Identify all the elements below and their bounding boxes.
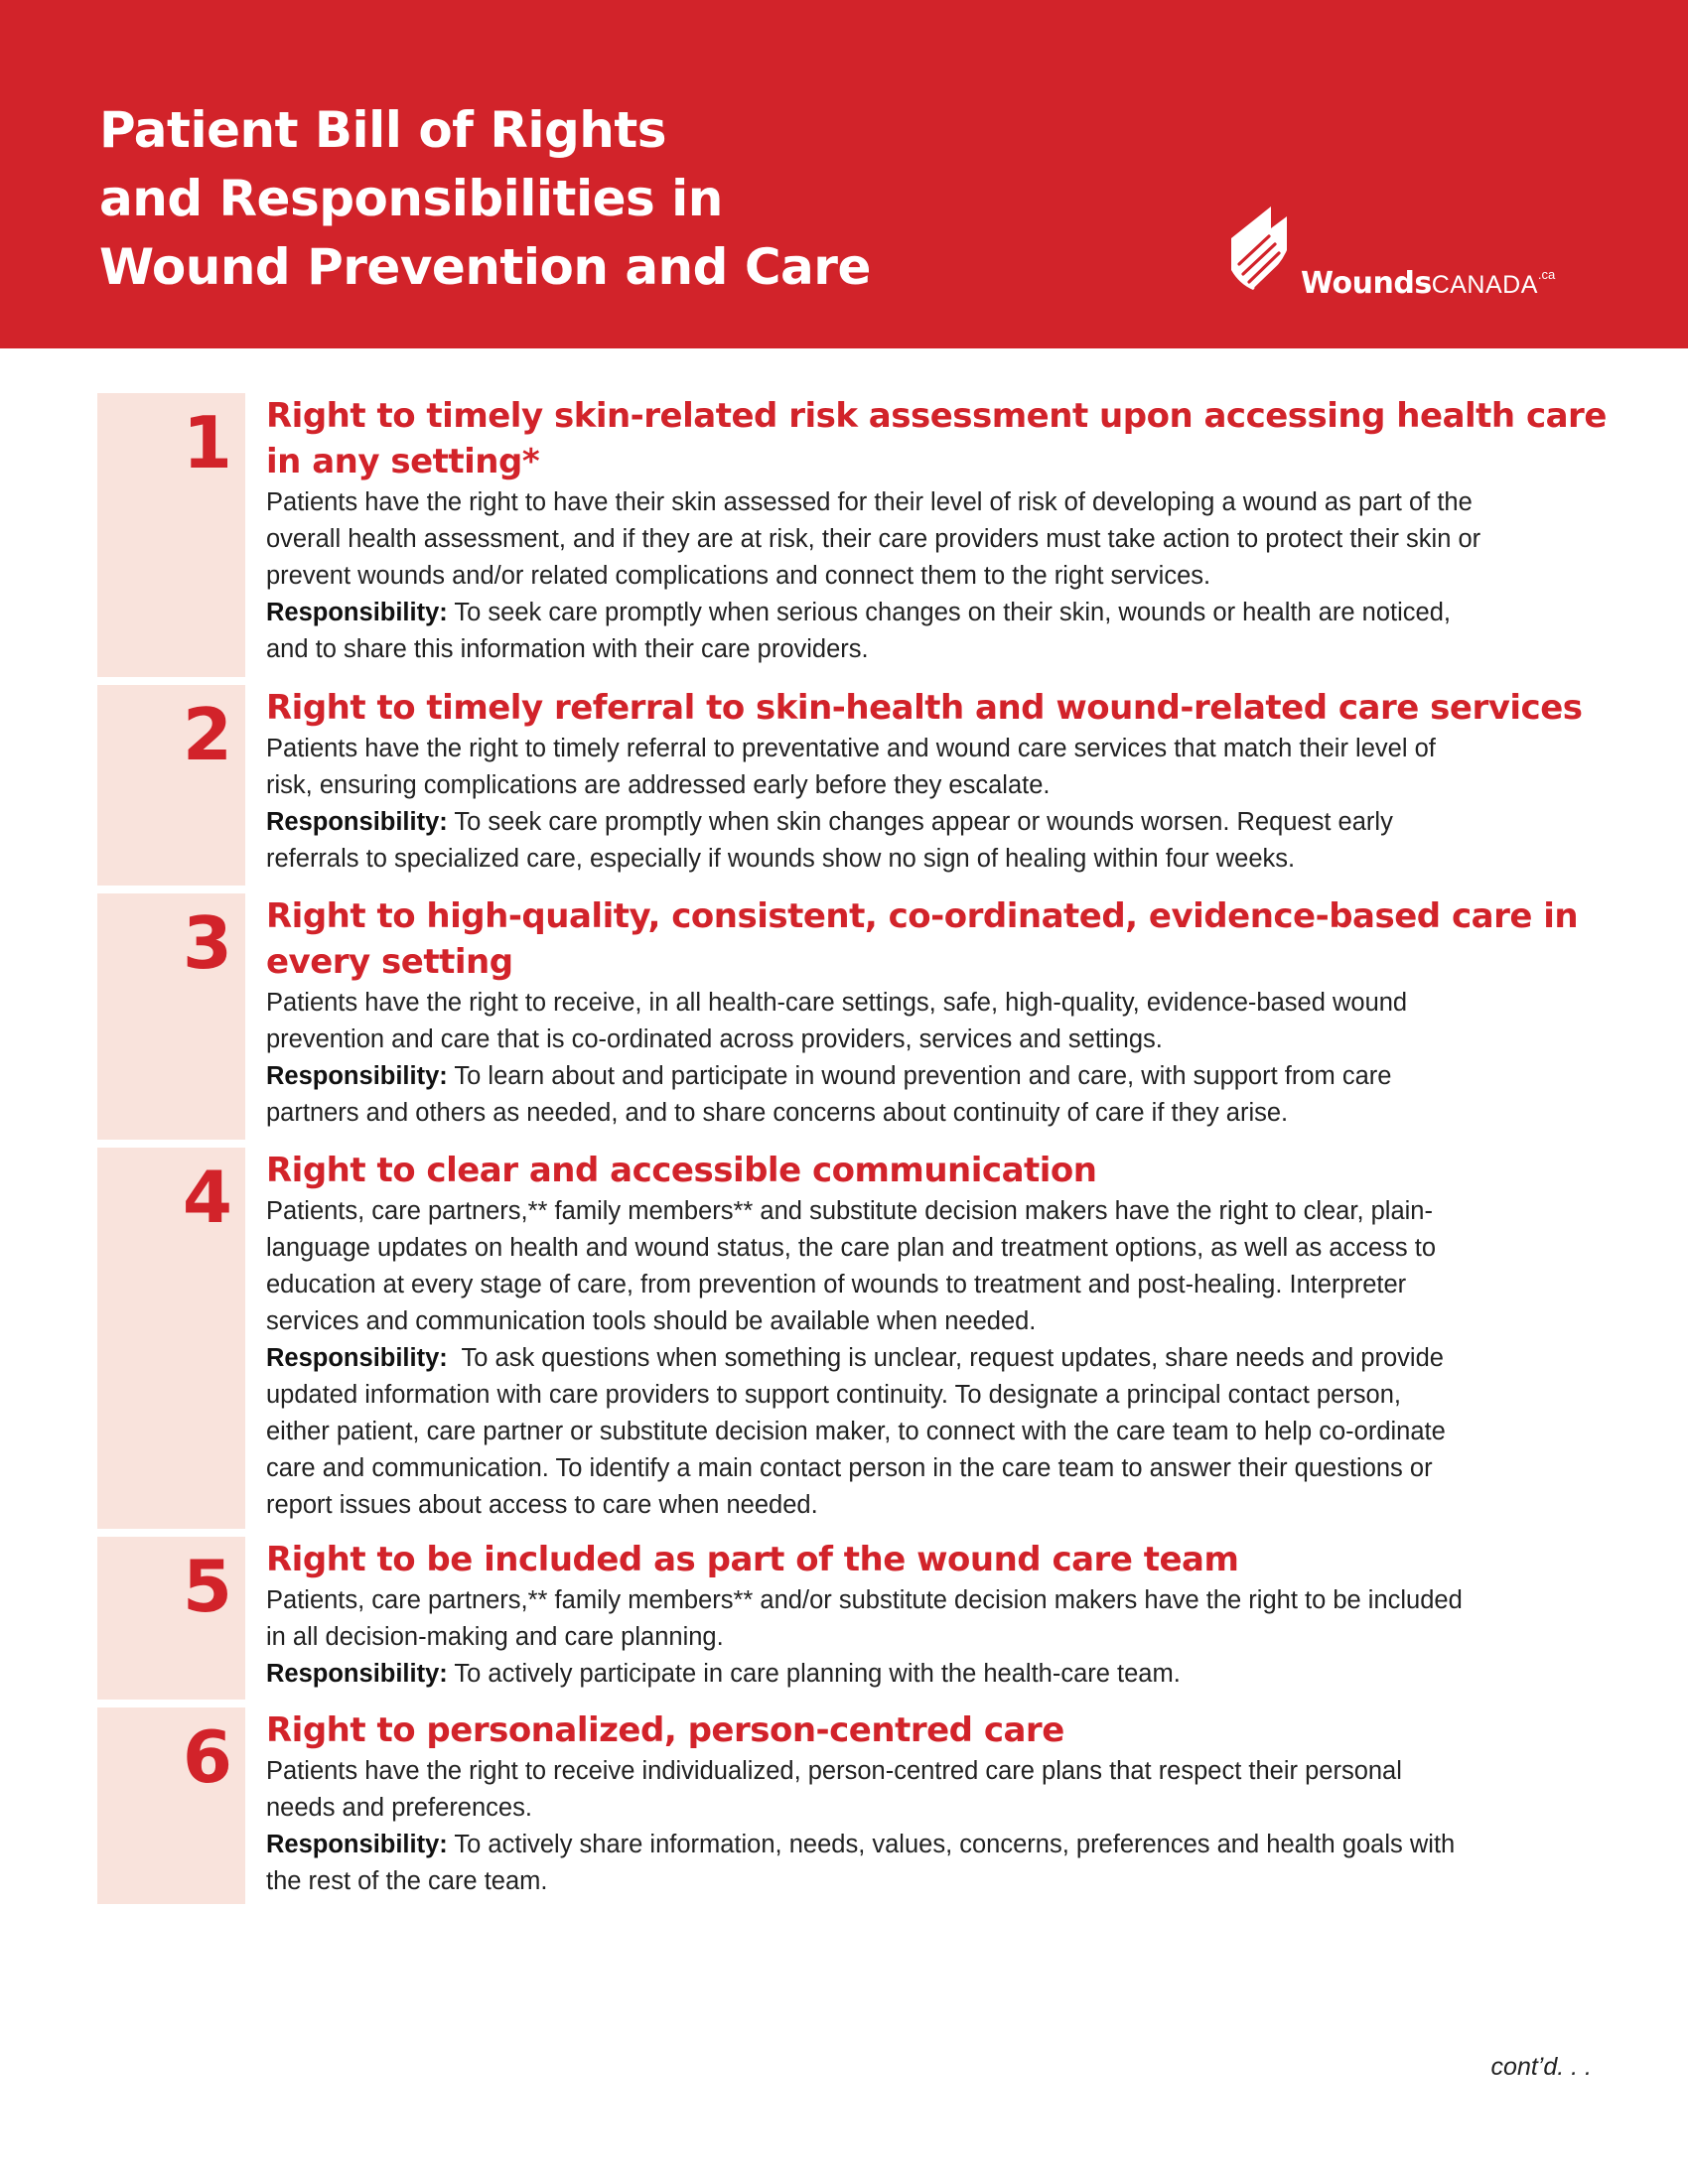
body-line: Patients, care partners,** family members** and/or substitute decision makers have the right to be included — [266, 1586, 1463, 1614]
number-column — [97, 893, 245, 1140]
right-description — [266, 1193, 1602, 1340]
right-section — [97, 893, 1597, 1140]
right-content — [266, 893, 1602, 1132]
number-column — [97, 685, 245, 886]
right-description — [266, 1582, 1602, 1656]
right-section — [97, 1537, 1597, 1700]
continued-note: cont’d. . . — [1490, 2053, 1592, 2081]
responsibility-line: To seek care promptly when skin changes appear or wounds worsen. Request early — [447, 808, 1393, 836]
right-description — [266, 731, 1602, 804]
body-line: risk, ensuring complications are addressed early before they escalate. — [266, 771, 1051, 799]
logo-wordmark-light: CANADA — [1431, 271, 1538, 299]
right-content — [266, 1707, 1602, 1900]
hand-house-logo-icon — [1227, 205, 1309, 294]
body-line: services and communication tools should be available when needed. — [266, 1307, 1037, 1335]
responsibility-line: To actively share information, needs, values, concerns, preferences and health goals with — [447, 1831, 1456, 1858]
right-content — [266, 1148, 1602, 1524]
number-column — [97, 393, 245, 677]
body-line: needs and preferences. — [266, 1794, 532, 1822]
responsibility-line: the rest of the care team. — [266, 1867, 548, 1895]
number-column — [97, 1537, 245, 1700]
body-line: language updates on health and wound status, the care plan and treatment options, as well as access to — [266, 1234, 1437, 1262]
body-line — [266, 595, 1602, 631]
body-line — [266, 804, 1602, 841]
right-description — [266, 1753, 1602, 1827]
right-description — [266, 985, 1602, 1058]
right-number: 3 — [182, 901, 232, 985]
body-line: prevent wounds and/or related complications and connect them to the right services. — [266, 562, 1211, 590]
responsibility-line: partners and others as needed, and to share concerns about continuity of care if they arise. — [266, 1099, 1289, 1127]
responsibility-line: To seek care promptly when serious changes on their skin, wounds or health are noticed, — [447, 599, 1451, 626]
right-heading-line: Right to high-quality, consistent, co-ordinated, evidence-based care in — [266, 896, 1579, 936]
right-heading-line: every setting — [266, 942, 513, 982]
responsibility-label: Responsibility: — [266, 808, 448, 836]
responsibility-line: care and communication. To identify a main contact person in the care team to answer their questions or — [266, 1454, 1433, 1482]
responsibility-line: referrals to specialized care, especially if wounds show no sign of healing within four weeks. — [266, 845, 1296, 873]
right-section — [97, 685, 1597, 886]
body-line: prevention and care that is co-ordinated across providers, services and settings. — [266, 1025, 1163, 1053]
right-heading — [266, 1537, 1602, 1582]
body-line: education at every stage of care, from prevention of wounds to treatment and post-healing. Interpreter — [266, 1271, 1407, 1298]
right-section — [97, 393, 1607, 677]
right-number: 6 — [182, 1715, 232, 1799]
right-heading-line: Right to clear and accessible communication — [266, 1151, 1097, 1190]
body-line — [266, 1656, 1602, 1693]
responsibility-label: Responsibility: — [266, 1062, 448, 1090]
right-heading — [266, 1148, 1602, 1193]
right-number: 5 — [182, 1545, 232, 1628]
responsibility-text — [266, 804, 1602, 878]
wounds-canada-logo — [1227, 205, 1593, 301]
body-line: Patients have the right to have their skin assessed for their level of risk of developing a wound as part of the — [266, 488, 1473, 516]
responsibility-text — [266, 1656, 1602, 1693]
right-number: 4 — [182, 1156, 232, 1239]
responsibility-line: To ask questions when something is unclear, request updates, share needs and provide — [447, 1344, 1444, 1372]
page-header — [0, 0, 1688, 348]
body-line: Patients have the right to timely referral to preventative and wound care services that match their level of — [266, 735, 1436, 762]
body-line — [266, 1058, 1602, 1095]
body-line — [266, 1827, 1602, 1863]
right-section — [97, 1148, 1597, 1529]
right-content — [266, 685, 1602, 878]
responsibility-line: updated information with care providers to support continuity. To designate a principal contact person, — [266, 1381, 1401, 1409]
right-heading-line: Right to personalized, person-centred care — [266, 1710, 1064, 1750]
responsibility-label: Responsibility: — [266, 1344, 448, 1372]
responsibility-label: Responsibility: — [266, 1660, 448, 1688]
body-line: in all decision-making and care planning. — [266, 1623, 724, 1651]
page-title-line: and Responsibilities in — [99, 170, 723, 227]
right-content — [266, 1537, 1602, 1693]
responsibility-text — [266, 1340, 1602, 1524]
number-column — [97, 1707, 245, 1904]
right-heading — [266, 393, 1607, 484]
right-heading-line: Right to be included as part of the wound care team — [266, 1540, 1239, 1579]
responsibility-text — [266, 1058, 1602, 1132]
responsibility-line: and to share this information with their care providers. — [266, 635, 869, 663]
body-line: Patients have the right to receive individualized, person-centred care plans that respect their personal — [266, 1757, 1402, 1785]
responsibility-line: To actively participate in care planning with the health-care team. — [447, 1660, 1181, 1688]
responsibility-line: either patient, care partner or substitute decision maker, to connect with the care team to help co-ordinate — [266, 1418, 1446, 1445]
responsibility-text — [266, 595, 1602, 668]
right-content — [266, 393, 1607, 668]
responsibility-text — [266, 1827, 1602, 1900]
right-heading-line: in any setting* — [266, 442, 540, 481]
responsibility-line: report issues about access to care when needed. — [266, 1491, 818, 1519]
logo-wordmark-bold: Wounds — [1301, 266, 1432, 301]
right-number: 1 — [182, 401, 232, 484]
responsibility-label: Responsibility: — [266, 599, 448, 626]
right-heading-line: Right to timely skin-related risk assessment upon accessing health care — [266, 396, 1607, 436]
logo-wordmark-suffix: .ca — [1537, 267, 1556, 282]
right-description — [266, 484, 1602, 595]
body-line: Patients have the right to receive, in all health-care settings, safe, high-quality, evidence-based wound — [266, 989, 1408, 1017]
right-heading — [266, 893, 1602, 985]
right-heading-line: Right to timely referral to skin-health and wound-related care services — [266, 688, 1583, 728]
right-heading — [266, 1707, 1602, 1753]
number-column — [97, 1148, 245, 1529]
logo-wordmark — [1301, 260, 1555, 304]
right-heading — [266, 685, 1602, 731]
page-title — [99, 96, 871, 302]
body-line — [266, 1340, 1602, 1377]
body-line: Patients, care partners,** family members** and substitute decision makers have the right to clear, plain- — [266, 1197, 1433, 1225]
page-title-line: Patient Bill of Rights — [99, 101, 667, 159]
responsibility-label: Responsibility: — [266, 1831, 448, 1858]
right-section — [97, 1707, 1597, 1904]
body-line: overall health assessment, and if they are at risk, their care providers must take action to protect their skin or — [266, 525, 1481, 553]
responsibility-line: To learn about and participate in wound prevention and care, with support from care — [447, 1062, 1392, 1090]
page-title-line: Wound Prevention and Care — [99, 238, 871, 296]
right-number: 2 — [182, 693, 232, 776]
